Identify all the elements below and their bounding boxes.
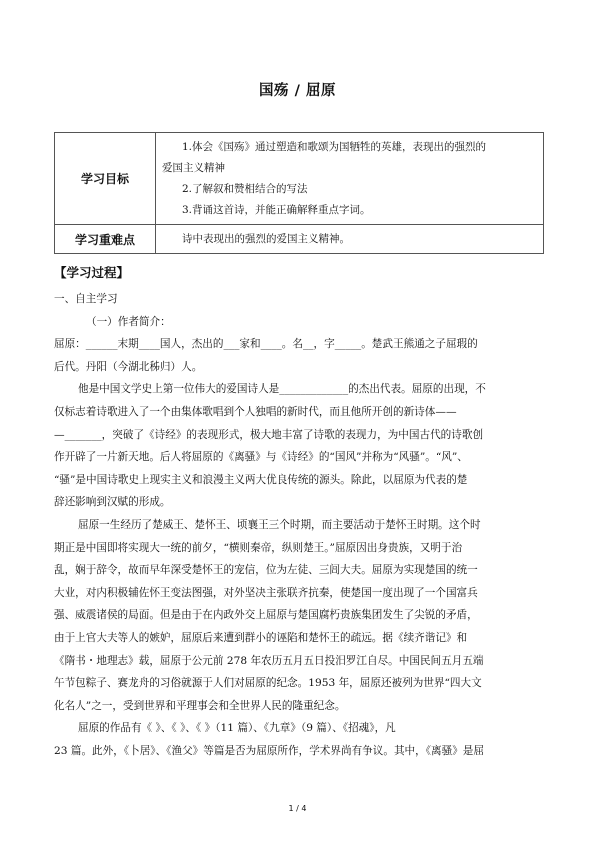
goals-label: 学习目标 bbox=[55, 133, 156, 225]
key-points-text: 诗中表现出的强烈的爱国主义精神。 bbox=[182, 233, 350, 245]
text-line: 屈原的作品有《 》、《 》、《 》（11 篇）、《九章》（9 篇）、《招魂》，凡 bbox=[78, 722, 396, 735]
text-line: 大业，对内积极辅佐怀王变法图强，对外坚决主张联齐抗秦，使楚国一度出现了一个国富兵 bbox=[54, 586, 478, 599]
subsection-heading: 一、自主学习 bbox=[54, 293, 118, 305]
text-line: 屈原：______末期____国人，杰出的___家和____。名__，字_____。楚武王熊通之子屈瑕的 bbox=[54, 338, 478, 351]
goals-content bbox=[156, 133, 544, 225]
text-line: 辞还影响到汉赋的形成。 bbox=[54, 496, 171, 509]
key-points-row bbox=[55, 225, 544, 254]
author-intro-heading: （一）作者简介： bbox=[86, 315, 171, 328]
text-line: 化名人”之一，受到世界和平理事会和全世界人民的隆重纪念。 bbox=[54, 699, 346, 712]
body-text bbox=[54, 288, 542, 762]
text-line: “骚”是中国诗歌史上现实主义和浪漫主义两大优良传统的源头。除此，以屈原为代表的楚 bbox=[54, 473, 468, 486]
text-line: 屈原一生经历了楚威王、楚怀王、顷襄王三个时期，而主要活动于楚怀王时期。这个时 bbox=[78, 518, 481, 531]
text-line: 作开辟了一片新天地。后人将屈原的《离骚》与《诗经》的“国风”并称为“风骚”。“风”、 bbox=[54, 451, 468, 464]
text-line: 午节包粽子、赛龙舟的习俗就源于人们对屈原的纪念。1953 年，屈原还被列为世界“四大文 bbox=[54, 677, 482, 690]
text-line: 乱，娴于辞令，故而早年深受楚怀王的宠信，位为左徒、三闾大夫。屈原为实现楚国的统一 bbox=[54, 564, 478, 577]
page-number: 1 / 4 bbox=[288, 804, 307, 813]
goal-item-1-continued: 爱国主义精神 bbox=[162, 162, 225, 174]
text-line: 仅标志着诗歌进入了一个由集体歌唱到个人独唱的新时代，而且他所开创的新诗体—— bbox=[54, 405, 457, 418]
text-line: —_______，突破了《诗经》的表现形式，极大地丰富了诗歌的表现力，为中国古代的诗歌创 bbox=[54, 428, 484, 441]
text-line: 23 篇。此外，《卜居》、《渔父》等篇是否为屈原所作，学术界尚有争议。其中，《离骚》是屈 bbox=[54, 744, 484, 757]
text-line: 强、威震诸侯的局面。但是由于在内政外交上屈原与楚国腐朽贵族集团发生了尖锐的矛盾， bbox=[54, 609, 478, 622]
text-line: 期正是中国即将实现大一统的前夕，“横则秦帝，纵则楚王。”屈原因出身贵族，又明于治 bbox=[54, 541, 463, 554]
goal-item-2: 2.了解叙和赞相结合的写法 bbox=[182, 183, 308, 195]
goals-row bbox=[55, 133, 544, 225]
text-line: 由于上官大夫等人的嫉妒，屈原后来遭到群小的诬陷和楚怀王的疏远。据《续齐谐记》和 bbox=[54, 631, 468, 644]
learning-goals-table bbox=[54, 132, 544, 254]
key-points-content bbox=[156, 225, 544, 254]
text-line: 《隋书・地理志》载，屈原于公元前 278 年农历五月五日投汨罗江自尽。中国民间五月五端 bbox=[54, 654, 484, 667]
goal-item-1: 1.体会《国殇》通过塑造和歌颂为国牺牲的英雄，表现出的强烈的 bbox=[182, 141, 487, 153]
text-line: 后代。丹阳（今湖北秭归）人。 bbox=[54, 360, 203, 373]
key-points-label: 学习重难点 bbox=[55, 225, 156, 254]
goal-item-3: 3.背诵这首诗，并能正确解释重点字词。 bbox=[182, 204, 371, 216]
section-heading: 【学习过程】 bbox=[54, 265, 130, 280]
page-title: 国殇 / 屈原 bbox=[259, 83, 336, 99]
text-line: 他是中国文学史上第一位伟大的爱国诗人是_____________的杰出代表。屈原的出现，不 bbox=[78, 383, 486, 396]
